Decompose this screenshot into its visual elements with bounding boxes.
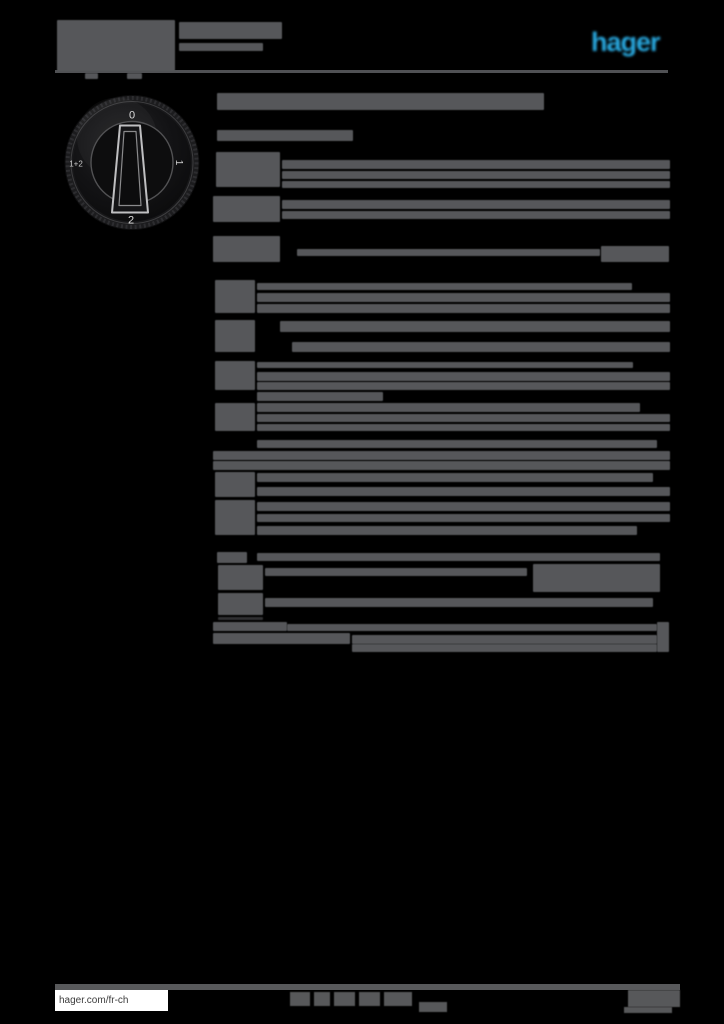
redacted-text-bar xyxy=(257,487,670,496)
redacted-text-bar xyxy=(57,20,175,71)
redacted-text-bar xyxy=(282,200,670,209)
redacted-text-bar xyxy=(257,514,670,522)
footer-redacted-block xyxy=(314,992,330,1006)
redacted-text-bar xyxy=(257,473,653,482)
footer-redacted-block xyxy=(359,992,380,1006)
redacted-text-bar xyxy=(265,598,653,607)
redacted-text-bar xyxy=(216,152,280,187)
redacted-text-bar xyxy=(218,617,263,620)
redacted-text-bar xyxy=(215,280,255,313)
redacted-text-bar xyxy=(533,564,660,592)
hager-logo: hager xyxy=(591,27,660,57)
redacted-text-bar xyxy=(213,451,670,460)
redacted-text-bar xyxy=(215,320,255,352)
redacted-text-bar xyxy=(217,552,247,563)
redacted-text-bar xyxy=(282,211,670,219)
redacted-text-bar xyxy=(217,93,544,110)
redacted-text-bar xyxy=(257,392,383,401)
footer-redacted-block xyxy=(624,1007,672,1013)
redacted-text-bar xyxy=(257,304,670,313)
footer-redacted-block xyxy=(334,992,355,1006)
redacted-text-bar xyxy=(218,565,263,590)
redacted-text-bar xyxy=(257,553,660,561)
knob-marking-bottom: 2 xyxy=(127,214,135,227)
redacted-text-bar xyxy=(215,361,255,390)
redacted-text-bar xyxy=(215,472,255,497)
redacted-text-bar xyxy=(257,502,670,511)
rotary-knob-image xyxy=(62,92,202,233)
redacted-text-bar xyxy=(265,568,527,576)
footer-redacted-block xyxy=(384,992,412,1006)
knob-marking-left: 1+2 xyxy=(69,159,83,169)
redacted-text-bar xyxy=(213,633,350,644)
redacted-text-bar xyxy=(257,382,670,390)
knob-marking-top: 0 xyxy=(128,109,136,122)
redacted-text-bar xyxy=(297,249,600,256)
redacted-text-bar xyxy=(213,196,280,222)
redacted-text-bar xyxy=(85,73,98,79)
redacted-text-bar xyxy=(127,73,142,79)
product-image xyxy=(62,92,202,233)
redacted-text-bar xyxy=(179,43,263,51)
redacted-text-bar xyxy=(352,644,657,652)
redacted-text-bar xyxy=(257,372,670,381)
redacted-text-bar xyxy=(213,236,280,262)
footer-redacted-block xyxy=(290,992,310,1006)
redacted-text-bar xyxy=(287,624,657,631)
redacted-text-bar xyxy=(215,500,255,535)
redacted-text-bar xyxy=(257,403,640,412)
redacted-text-bar xyxy=(282,171,670,179)
redacted-text-bar xyxy=(280,321,670,332)
redacted-text-bar xyxy=(601,246,669,262)
redacted-text-bar xyxy=(282,181,670,188)
redacted-text-bar xyxy=(352,635,657,644)
redacted-text-bar xyxy=(213,461,670,470)
redacted-text-bar xyxy=(257,293,670,302)
redacted-text-bar xyxy=(257,283,632,290)
knob-marking-right: 1 xyxy=(173,159,184,166)
redacted-text-bar xyxy=(257,424,670,431)
redacted-text-bar xyxy=(257,526,637,535)
redacted-text-bar xyxy=(257,362,633,368)
footer-redacted-block xyxy=(419,1002,447,1012)
redacted-text-bar xyxy=(217,130,353,141)
footer-website-link[interactable] xyxy=(55,990,168,1011)
footer-website-text: hager.com/fr-ch xyxy=(59,995,129,1006)
footer-redacted-block xyxy=(628,990,680,1007)
redacted-text-bar xyxy=(179,22,282,39)
redacted-text-bar xyxy=(213,622,287,631)
redacted-text-bar xyxy=(257,414,670,422)
redacted-text-bar xyxy=(257,440,657,448)
redacted-text-bar xyxy=(292,342,670,352)
redacted-text-bar xyxy=(218,593,263,615)
redacted-text-bar xyxy=(657,622,669,652)
redacted-text-bar xyxy=(282,160,670,169)
redacted-text-bar xyxy=(215,403,255,431)
